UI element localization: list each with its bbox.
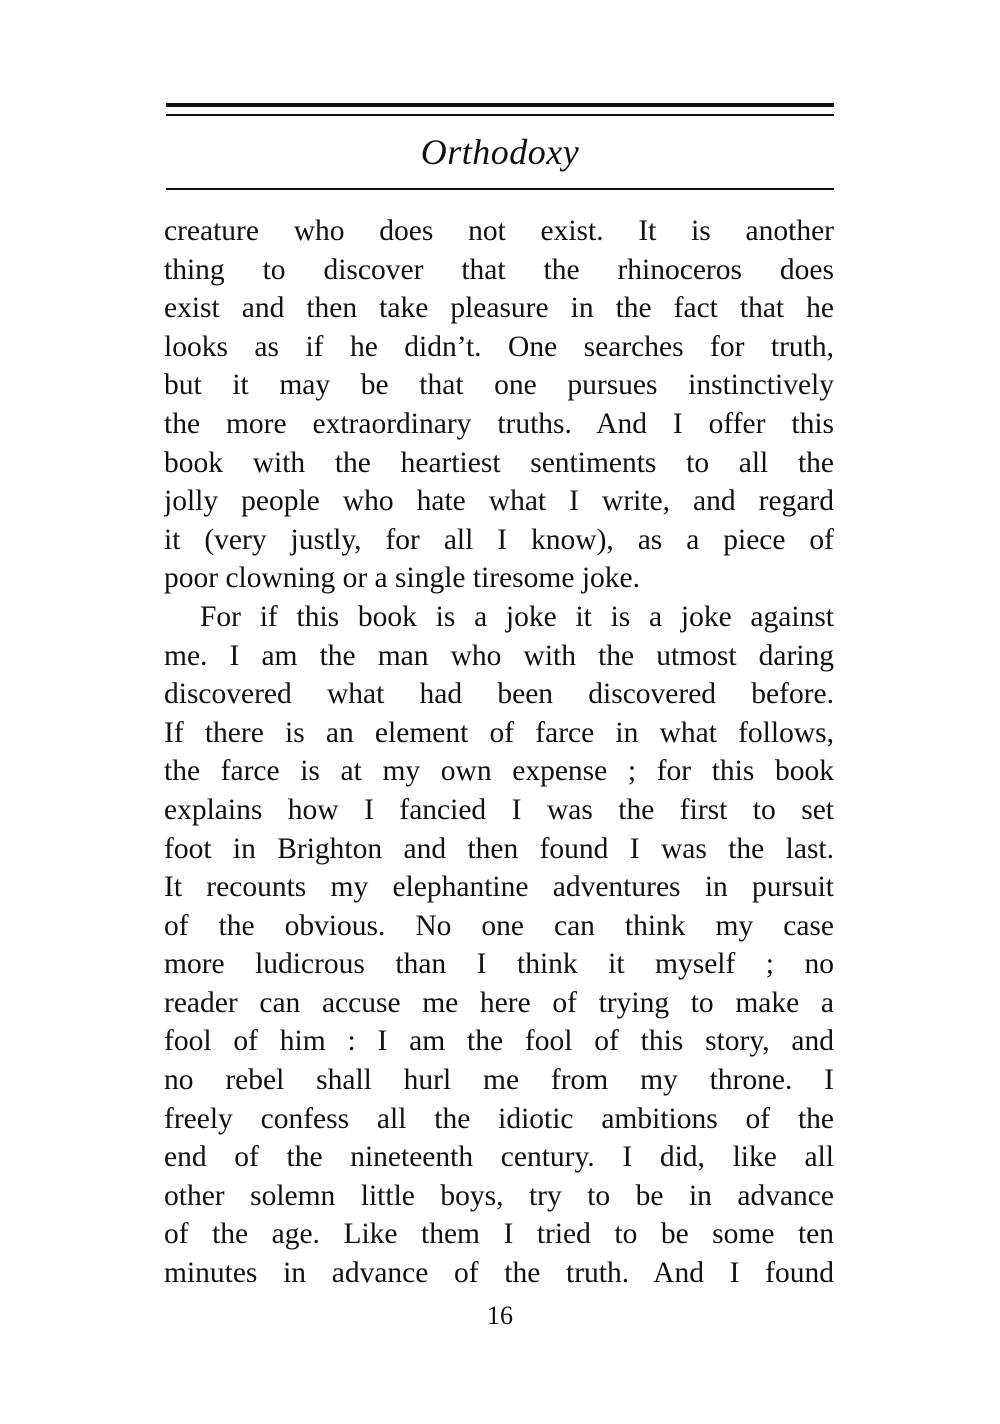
text-line: of the age. Like them I tried to be some ten xyxy=(164,1218,834,1251)
text-line: minutes in advance of the truth. And I found xyxy=(164,1257,834,1290)
text-line: the more extraordinary truths. And I offer this xyxy=(164,407,834,440)
text-line: but it may be that one pursues instinctively xyxy=(164,369,834,402)
header-rule-thick xyxy=(166,103,834,107)
text-line: creature who does not exist. It is another xyxy=(164,215,834,247)
text-line: end of the nineteenth century. I did, like all xyxy=(164,1141,834,1174)
text-line: poor clowning or a single tiresome joke. xyxy=(164,562,640,595)
page-body xyxy=(164,212,834,1293)
text-line: If there is an element of farce in what follows, xyxy=(164,716,834,749)
text-line: more ludicrous than I think it myself ; no xyxy=(164,948,834,981)
text-line: me. I am the man who with the utmost daring xyxy=(164,639,834,672)
running-title: Orthodoxy xyxy=(420,132,580,172)
text-line: reader can accuse me here of trying to make a xyxy=(164,986,834,1019)
text-line: It recounts my elephantine adventures in pursuit xyxy=(164,871,834,904)
text-line: exist and then take pleasure in the fact that he xyxy=(164,292,834,325)
text-line: For if this book is a joke it is a joke against xyxy=(200,600,834,633)
text-line: thing to discover that the rhinoceros does xyxy=(164,253,834,286)
page-number: 16 xyxy=(487,1301,513,1330)
text-line: jolly people who hate what I write, and regard xyxy=(164,485,834,518)
text-line: fool of him : I am the fool of this story, and xyxy=(164,1025,834,1058)
text-line: other solemn little boys, try to be in advance xyxy=(164,1179,834,1212)
text-line: of the obvious. No one can think my case xyxy=(164,909,834,942)
header-rule-thin xyxy=(166,114,834,116)
title-rule xyxy=(166,188,834,190)
text-line: the farce is at my own expense ; for this book xyxy=(164,755,834,788)
text-line: discovered what had been discovered before. xyxy=(164,678,834,711)
text-line: it (very justly, for all I know), as a piece of xyxy=(164,523,834,556)
text-line: book with the heartiest sentiments to all the xyxy=(164,446,834,479)
text-line: explains how I fancied I was the first to set xyxy=(164,793,834,826)
text-line: no rebel shall hurl me from my throne. I xyxy=(164,1064,834,1097)
text-line: foot in Brighton and then found I was the last. xyxy=(164,832,834,865)
text-line: looks as if he didn’t. One searches for truth, xyxy=(164,330,834,363)
text-line: freely confess all the idiotic ambitions of the xyxy=(164,1102,834,1135)
